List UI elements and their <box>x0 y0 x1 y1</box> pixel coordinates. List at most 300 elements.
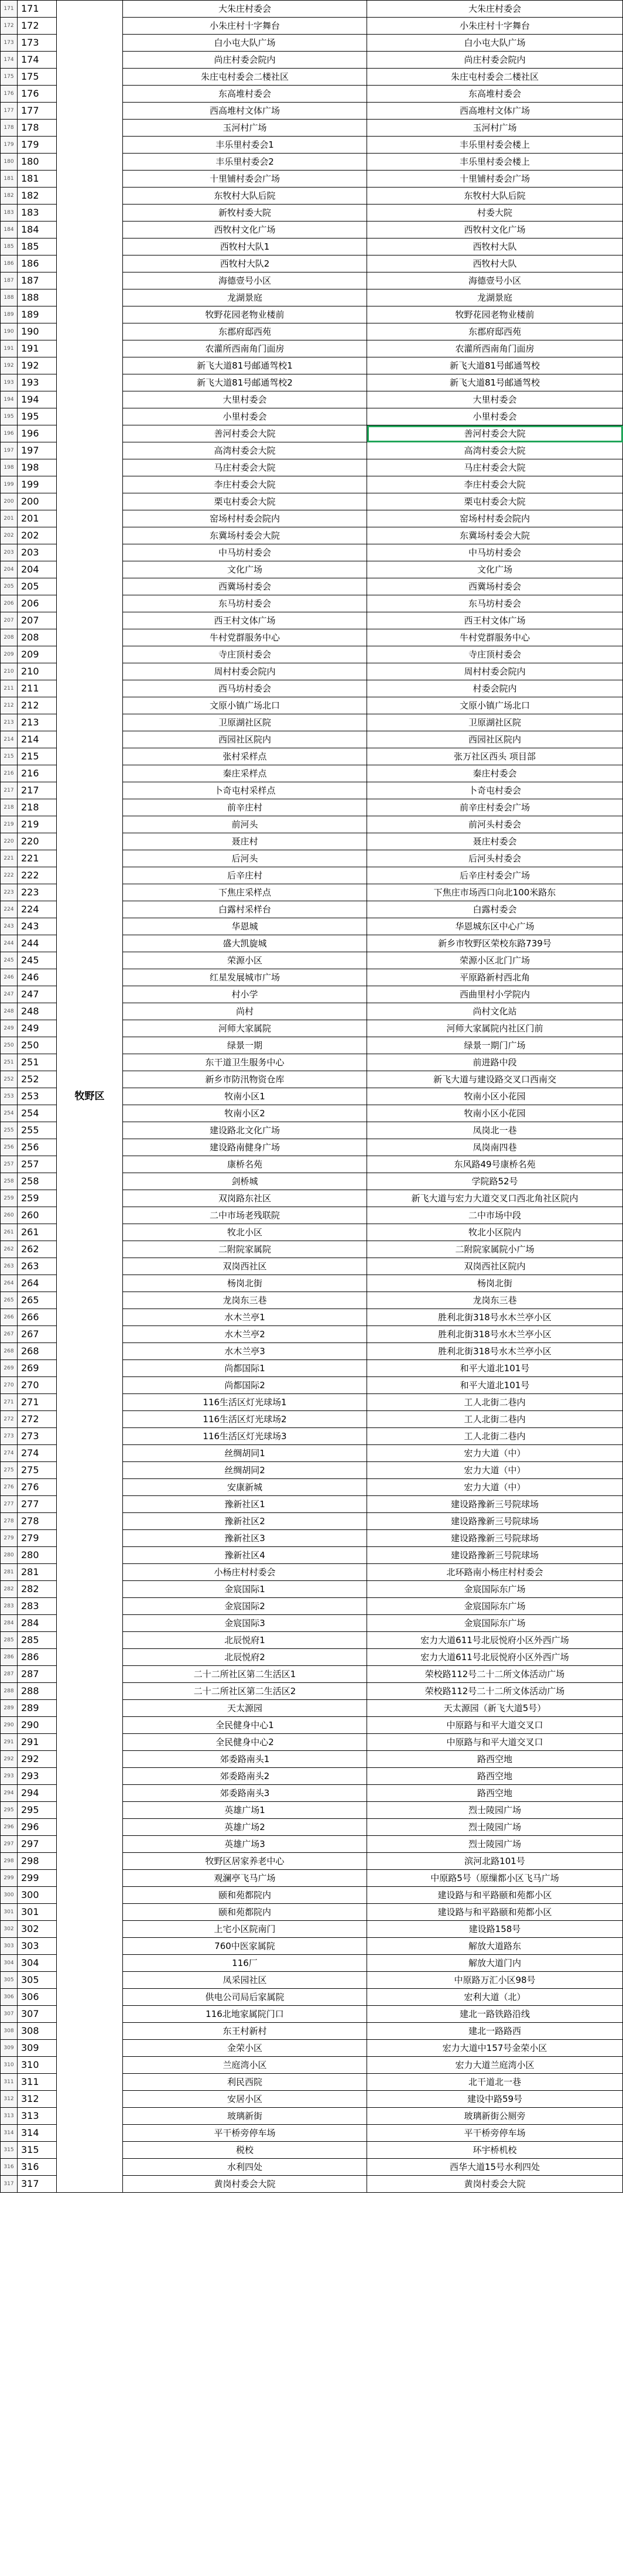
site-name-cell[interactable]: 文化广场 <box>123 561 367 578</box>
address-cell[interactable]: 西园社区院内 <box>367 731 623 748</box>
site-name-cell[interactable]: 北辰悦府1 <box>123 1632 367 1649</box>
row-header[interactable]: 289 <box>1 1700 18 1717</box>
sequence-cell[interactable]: 178 <box>18 120 57 137</box>
sequence-cell[interactable]: 266 <box>18 1309 57 1326</box>
sequence-cell[interactable]: 295 <box>18 1802 57 1819</box>
site-name-cell[interactable]: 中马坊村委会 <box>123 544 367 561</box>
sequence-cell[interactable]: 248 <box>18 1003 57 1020</box>
site-name-cell[interactable]: 水木兰亭1 <box>123 1309 367 1326</box>
row-header[interactable]: 184 <box>1 222 18 238</box>
sequence-cell[interactable]: 177 <box>18 103 57 120</box>
site-name-cell[interactable]: 丝绸胡同1 <box>123 1445 367 1462</box>
site-name-cell[interactable]: 豫新社区1 <box>123 1496 367 1513</box>
site-name-cell[interactable]: 建设路北文化广场 <box>123 1122 367 1139</box>
address-cell[interactable]: 平干桥旁停车场 <box>367 2125 623 2142</box>
address-cell[interactable]: 绿景一期门广场 <box>367 1037 623 1054</box>
site-name-cell[interactable]: 天太源园 <box>123 1700 367 1717</box>
address-cell[interactable]: 文原小镇广场北口 <box>367 697 623 714</box>
site-name-cell[interactable]: 白小屯大队广场 <box>123 35 367 52</box>
sequence-cell[interactable]: 260 <box>18 1207 57 1224</box>
sequence-cell[interactable]: 187 <box>18 272 57 289</box>
row-header[interactable]: 205 <box>1 578 18 595</box>
site-name-cell[interactable]: 丝绸胡同2 <box>123 1462 367 1479</box>
address-cell[interactable]: 建设路豫新三号院球场 <box>367 1530 623 1547</box>
sequence-cell[interactable]: 256 <box>18 1139 57 1156</box>
row-header[interactable]: 310 <box>1 2057 18 2074</box>
site-name-cell[interactable]: 颐和苑都院内 <box>123 1887 367 1904</box>
sequence-cell[interactable]: 273 <box>18 1428 57 1445</box>
row-header[interactable]: 285 <box>1 1632 18 1649</box>
row-header[interactable]: 208 <box>1 629 18 646</box>
site-name-cell[interactable]: 116厂 <box>123 1955 367 1972</box>
site-name-cell[interactable]: 安居小区 <box>123 2091 367 2108</box>
sequence-cell[interactable]: 186 <box>18 255 57 272</box>
site-name-cell[interactable]: 李庄村委会大院 <box>123 476 367 493</box>
address-cell[interactable]: 新飞大道81号邮通驾校 <box>367 374 623 391</box>
sequence-cell[interactable]: 290 <box>18 1717 57 1734</box>
sequence-cell[interactable]: 271 <box>18 1394 57 1411</box>
sequence-cell[interactable]: 244 <box>18 935 57 952</box>
sequence-cell[interactable]: 245 <box>18 952 57 969</box>
site-name-cell[interactable]: 凤采园社区 <box>123 1972 367 1989</box>
site-name-cell[interactable]: 郊委路南头3 <box>123 1785 367 1802</box>
address-cell[interactable]: 杨岗北街 <box>367 1275 623 1292</box>
row-header[interactable]: 267 <box>1 1326 18 1343</box>
site-name-cell[interactable]: 全民健身中心1 <box>123 1717 367 1734</box>
row-header[interactable]: 209 <box>1 646 18 663</box>
site-name-cell[interactable]: 杨岗北街 <box>123 1275 367 1292</box>
address-cell[interactable]: 烈士陵园广场 <box>367 1836 623 1853</box>
site-name-cell[interactable]: 双岗路东社区 <box>123 1190 367 1207</box>
site-name-cell[interactable]: 新飞大道81号邮通驾校2 <box>123 374 367 391</box>
sequence-cell[interactable]: 279 <box>18 1530 57 1547</box>
site-name-cell[interactable]: 西牧村大队2 <box>123 255 367 272</box>
address-cell[interactable]: 工人北街二巷内 <box>367 1428 623 1445</box>
row-header[interactable]: 269 <box>1 1360 18 1377</box>
address-cell[interactable]: 宏力大道兰庭湾小区 <box>367 2057 623 2074</box>
sequence-cell[interactable]: 285 <box>18 1632 57 1649</box>
sequence-cell[interactable]: 291 <box>18 1734 57 1751</box>
row-header[interactable]: 275 <box>1 1462 18 1479</box>
address-cell[interactable]: 秦庄村委会 <box>367 765 623 782</box>
site-name-cell[interactable]: 西王村文体广场 <box>123 612 367 629</box>
address-cell[interactable]: 丰乐里村委会楼上 <box>367 137 623 154</box>
site-name-cell[interactable]: 西高堆村文体广场 <box>123 103 367 120</box>
sequence-cell[interactable]: 173 <box>18 35 57 52</box>
sequence-cell[interactable]: 284 <box>18 1615 57 1632</box>
row-header[interactable]: 249 <box>1 1020 18 1037</box>
row-header[interactable]: 270 <box>1 1377 18 1394</box>
address-cell[interactable]: 中原路5号（原缫都小区飞马广场 <box>367 1870 623 1887</box>
sequence-cell[interactable]: 251 <box>18 1054 57 1071</box>
row-header[interactable]: 172 <box>1 18 18 35</box>
row-header[interactable]: 180 <box>1 154 18 171</box>
address-cell[interactable]: 金宸国际东广场 <box>367 1615 623 1632</box>
sequence-cell[interactable]: 261 <box>18 1224 57 1241</box>
address-cell[interactable]: 东风路49号康桥名苑 <box>367 1156 623 1173</box>
row-header[interactable]: 304 <box>1 1955 18 1972</box>
site-name-cell[interactable]: 秦庄采样点 <box>123 765 367 782</box>
row-header[interactable]: 282 <box>1 1581 18 1598</box>
address-cell[interactable]: 建北一路铁路沿线 <box>367 2006 623 2023</box>
row-header[interactable]: 193 <box>1 374 18 391</box>
sequence-cell[interactable]: 294 <box>18 1785 57 1802</box>
row-header[interactable]: 295 <box>1 1802 18 1819</box>
sequence-cell[interactable]: 219 <box>18 816 57 833</box>
address-cell[interactable]: 二附院家属院小广场 <box>367 1241 623 1258</box>
sequence-cell[interactable]: 172 <box>18 18 57 35</box>
site-name-cell[interactable]: 金宸国际2 <box>123 1598 367 1615</box>
address-cell[interactable]: 凤岗南四巷 <box>367 1139 623 1156</box>
sequence-cell[interactable]: 300 <box>18 1887 57 1904</box>
sequence-cell[interactable]: 292 <box>18 1751 57 1768</box>
site-name-cell[interactable]: 116生活区灯光球场3 <box>123 1428 367 1445</box>
site-name-cell[interactable]: 新飞大道81号邮通驾校1 <box>123 357 367 374</box>
site-name-cell[interactable]: 下焦庄采样点 <box>123 884 367 901</box>
site-name-cell[interactable]: 双岗西社区 <box>123 1258 367 1275</box>
address-cell[interactable]: 河师大家属院内社区门前 <box>367 1020 623 1037</box>
row-header[interactable]: 273 <box>1 1428 18 1445</box>
sequence-cell[interactable]: 192 <box>18 357 57 374</box>
site-name-cell[interactable]: 小朱庄村十字舞台 <box>123 18 367 35</box>
row-header[interactable]: 294 <box>1 1785 18 1802</box>
address-cell[interactable]: 农灌所西南角门面房 <box>367 340 623 357</box>
row-header[interactable]: 181 <box>1 171 18 188</box>
sequence-cell[interactable]: 216 <box>18 765 57 782</box>
row-header[interactable]: 224 <box>1 901 18 918</box>
address-cell[interactable]: 丰乐里村委会楼上 <box>367 154 623 171</box>
sequence-cell[interactable]: 276 <box>18 1479 57 1496</box>
row-header[interactable]: 301 <box>1 1904 18 1921</box>
address-cell[interactable]: 牧南小区小花园 <box>367 1088 623 1105</box>
row-header[interactable]: 207 <box>1 612 18 629</box>
row-header[interactable]: 255 <box>1 1122 18 1139</box>
sequence-cell[interactable]: 315 <box>18 2142 57 2159</box>
selected-address-cell[interactable]: 善河村委会大院 <box>367 425 623 442</box>
sequence-cell[interactable]: 197 <box>18 442 57 459</box>
sequence-cell[interactable]: 243 <box>18 918 57 935</box>
address-cell[interactable]: 金宸国际东广场 <box>367 1581 623 1598</box>
sequence-cell[interactable]: 191 <box>18 340 57 357</box>
site-name-cell[interactable]: 丰乐里村委会2 <box>123 154 367 171</box>
site-name-cell[interactable]: 聂庄村 <box>123 833 367 850</box>
address-cell[interactable]: 建北一路路西 <box>367 2023 623 2040</box>
row-header[interactable]: 309 <box>1 2040 18 2057</box>
address-cell[interactable]: 白露村委会 <box>367 901 623 918</box>
site-name-cell[interactable]: 116生活区灯光球场1 <box>123 1394 367 1411</box>
row-header[interactable]: 192 <box>1 357 18 374</box>
sequence-cell[interactable]: 196 <box>18 425 57 442</box>
site-name-cell[interactable]: 豫新社区4 <box>123 1547 367 1564</box>
sequence-cell[interactable]: 202 <box>18 527 57 544</box>
address-cell[interactable]: 黄岗村委会大院 <box>367 2176 623 2193</box>
site-name-cell[interactable]: 水木兰亭3 <box>123 1343 367 1360</box>
address-cell[interactable]: 村委大院 <box>367 205 623 222</box>
site-name-cell[interactable]: 牧野区居家养老中心 <box>123 1853 367 1870</box>
row-header[interactable]: 245 <box>1 952 18 969</box>
sequence-cell[interactable]: 174 <box>18 52 57 69</box>
site-name-cell[interactable]: 卫原湖社区院 <box>123 714 367 731</box>
address-cell[interactable]: 建设路158号 <box>367 1921 623 1938</box>
address-cell[interactable]: 龙岗东三巷 <box>367 1292 623 1309</box>
address-cell[interactable]: 西王村文体广场 <box>367 612 623 629</box>
sequence-cell[interactable]: 312 <box>18 2091 57 2108</box>
sequence-cell[interactable]: 305 <box>18 1972 57 1989</box>
site-name-cell[interactable]: 尚都国际1 <box>123 1360 367 1377</box>
row-header[interactable]: 286 <box>1 1649 18 1666</box>
row-header[interactable]: 262 <box>1 1241 18 1258</box>
site-name-cell[interactable]: 英雄广场2 <box>123 1819 367 1836</box>
row-header[interactable]: 283 <box>1 1598 18 1615</box>
site-name-cell[interactable]: 小杨庄村村委会 <box>123 1564 367 1581</box>
sequence-cell[interactable]: 253 <box>18 1088 57 1105</box>
row-header[interactable]: 291 <box>1 1734 18 1751</box>
sequence-cell[interactable]: 183 <box>18 205 57 222</box>
row-header[interactable]: 195 <box>1 408 18 425</box>
site-name-cell[interactable]: 兰庭湾小区 <box>123 2057 367 2074</box>
row-header[interactable]: 179 <box>1 137 18 154</box>
address-cell[interactable]: 宏力大道中157号金荣小区 <box>367 2040 623 2057</box>
site-name-cell[interactable]: 小里村委会 <box>123 408 367 425</box>
row-header[interactable]: 196 <box>1 425 18 442</box>
site-name-cell[interactable]: 东干道卫生服务中心 <box>123 1054 367 1071</box>
site-name-cell[interactable]: 水利四处 <box>123 2159 367 2176</box>
site-name-cell[interactable]: 周村村委会院内 <box>123 663 367 680</box>
row-header[interactable]: 194 <box>1 391 18 408</box>
sequence-cell[interactable]: 217 <box>18 782 57 799</box>
site-name-cell[interactable]: 牛村党群服务中心 <box>123 629 367 646</box>
row-header[interactable]: 281 <box>1 1564 18 1581</box>
sequence-cell[interactable]: 222 <box>18 867 57 884</box>
sequence-cell[interactable]: 203 <box>18 544 57 561</box>
address-cell[interactable]: 小朱庄村十字舞台 <box>367 18 623 35</box>
row-header[interactable]: 260 <box>1 1207 18 1224</box>
sequence-cell[interactable]: 214 <box>18 731 57 748</box>
sequence-cell[interactable]: 298 <box>18 1853 57 1870</box>
row-header[interactable]: 250 <box>1 1037 18 1054</box>
site-name-cell[interactable]: 村小学 <box>123 986 367 1003</box>
row-header[interactable]: 185 <box>1 238 18 255</box>
address-cell[interactable]: 宏力大道（中） <box>367 1462 623 1479</box>
sequence-cell[interactable]: 193 <box>18 374 57 391</box>
address-cell[interactable]: 周村村委会院内 <box>367 663 623 680</box>
site-name-cell[interactable]: 全民健身中心2 <box>123 1734 367 1751</box>
row-header[interactable]: 266 <box>1 1309 18 1326</box>
address-cell[interactable]: 东冀场村委会大院 <box>367 527 623 544</box>
row-header[interactable]: 214 <box>1 731 18 748</box>
address-cell[interactable]: 滨河北路101号 <box>367 1853 623 1870</box>
row-header[interactable]: 314 <box>1 2125 18 2142</box>
address-cell[interactable]: 烈士陵园广场 <box>367 1819 623 1836</box>
address-cell[interactable]: 东马坊村委会 <box>367 595 623 612</box>
row-header[interactable]: 274 <box>1 1445 18 1462</box>
address-cell[interactable]: 海德壹号小区 <box>367 272 623 289</box>
row-header[interactable]: 315 <box>1 2142 18 2159</box>
address-cell[interactable]: 荣源小区北门广场 <box>367 952 623 969</box>
row-header[interactable]: 213 <box>1 714 18 731</box>
address-cell[interactable]: 聂庄村委会 <box>367 833 623 850</box>
sequence-cell[interactable]: 181 <box>18 171 57 188</box>
address-cell[interactable]: 建设中路59号 <box>367 2091 623 2108</box>
address-cell[interactable]: 宏力大道（中） <box>367 1479 623 1496</box>
sequence-cell[interactable]: 210 <box>18 663 57 680</box>
site-name-cell[interactable]: 前河头 <box>123 816 367 833</box>
site-name-cell[interactable]: 红星发展城市广场 <box>123 969 367 986</box>
site-name-cell[interactable]: 十里铺村委会广场 <box>123 171 367 188</box>
row-header[interactable]: 305 <box>1 1972 18 1989</box>
address-cell[interactable]: 西冀场村委会 <box>367 578 623 595</box>
address-cell[interactable]: 华恩城东区中心广场 <box>367 918 623 935</box>
site-name-cell[interactable]: 西马坊村委会 <box>123 680 367 697</box>
row-header[interactable]: 199 <box>1 476 18 493</box>
row-header[interactable]: 173 <box>1 35 18 52</box>
row-header[interactable]: 316 <box>1 2159 18 2176</box>
address-cell[interactable]: 卜奇屯村委会 <box>367 782 623 799</box>
site-name-cell[interactable]: 高湾村委会大院 <box>123 442 367 459</box>
address-cell[interactable]: 村委会院内 <box>367 680 623 697</box>
sequence-cell[interactable]: 296 <box>18 1819 57 1836</box>
sequence-cell[interactable]: 179 <box>18 137 57 154</box>
address-cell[interactable]: 栗屯村委会大院 <box>367 493 623 510</box>
address-cell[interactable]: 工人北街二巷内 <box>367 1394 623 1411</box>
sequence-cell[interactable]: 195 <box>18 408 57 425</box>
sequence-cell[interactable]: 211 <box>18 680 57 697</box>
sequence-cell[interactable]: 270 <box>18 1377 57 1394</box>
row-header[interactable]: 223 <box>1 884 18 901</box>
address-cell[interactable]: 中马坊村委会 <box>367 544 623 561</box>
row-header[interactable]: 261 <box>1 1224 18 1241</box>
sequence-cell[interactable]: 311 <box>18 2074 57 2091</box>
sequence-cell[interactable]: 207 <box>18 612 57 629</box>
sequence-cell[interactable]: 313 <box>18 2108 57 2125</box>
address-cell[interactable]: 大朱庄村委会 <box>367 1 623 18</box>
row-header[interactable]: 302 <box>1 1921 18 1938</box>
sequence-cell[interactable]: 180 <box>18 154 57 171</box>
address-cell[interactable]: 西牧村大队 <box>367 255 623 272</box>
sequence-cell[interactable]: 220 <box>18 833 57 850</box>
row-header[interactable]: 257 <box>1 1156 18 1173</box>
row-header[interactable]: 311 <box>1 2074 18 2091</box>
row-header[interactable]: 211 <box>1 680 18 697</box>
site-name-cell[interactable]: 黄岗村委会大院 <box>123 2176 367 2193</box>
address-cell[interactable]: 李庄村委会大院 <box>367 476 623 493</box>
sequence-cell[interactable]: 286 <box>18 1649 57 1666</box>
row-header[interactable]: 186 <box>1 255 18 272</box>
address-cell[interactable]: 宏力大道（中） <box>367 1445 623 1462</box>
address-cell[interactable]: 东高堆村委会 <box>367 86 623 103</box>
sequence-cell[interactable]: 293 <box>18 1768 57 1785</box>
address-cell[interactable]: 后河头村委会 <box>367 850 623 867</box>
site-name-cell[interactable]: 栗屯村委会大院 <box>123 493 367 510</box>
sequence-cell[interactable]: 212 <box>18 697 57 714</box>
row-header[interactable]: 191 <box>1 340 18 357</box>
sequence-cell[interactable]: 262 <box>18 1241 57 1258</box>
site-name-cell[interactable]: 东郡府邸西苑 <box>123 323 367 340</box>
sequence-cell[interactable]: 204 <box>18 561 57 578</box>
site-name-cell[interactable]: 东王村新村 <box>123 2023 367 2040</box>
site-name-cell[interactable]: 二附院家属院 <box>123 1241 367 1258</box>
site-name-cell[interactable]: 牧南小区1 <box>123 1088 367 1105</box>
row-header[interactable]: 212 <box>1 697 18 714</box>
address-cell[interactable]: 大里村委会 <box>367 391 623 408</box>
site-name-cell[interactable]: 二十二所社区第二生活区2 <box>123 1683 367 1700</box>
row-header[interactable]: 177 <box>1 103 18 120</box>
site-name-cell[interactable]: 新乡市防汛物资仓库 <box>123 1071 367 1088</box>
sequence-cell[interactable]: 185 <box>18 238 57 255</box>
sequence-cell[interactable]: 184 <box>18 222 57 238</box>
address-cell[interactable]: 新乡市牧野区荣校东路739号 <box>367 935 623 952</box>
sequence-cell[interactable]: 249 <box>18 1020 57 1037</box>
sequence-cell[interactable]: 206 <box>18 595 57 612</box>
site-name-cell[interactable]: 文原小镇广场北口 <box>123 697 367 714</box>
address-cell[interactable]: 新飞大道与宏力大道交叉口西北角社区院内 <box>367 1190 623 1207</box>
sequence-cell[interactable]: 259 <box>18 1190 57 1207</box>
site-name-cell[interactable]: 安康新城 <box>123 1479 367 1496</box>
site-name-cell[interactable]: 丰乐里村委会1 <box>123 137 367 154</box>
address-cell[interactable]: 北干道北一巷 <box>367 2074 623 2091</box>
site-name-cell[interactable]: 金荣小区 <box>123 2040 367 2057</box>
row-header[interactable]: 188 <box>1 289 18 306</box>
address-cell[interactable]: 寺庄顶村委会 <box>367 646 623 663</box>
site-name-cell[interactable]: 上宅小区院南门 <box>123 1921 367 1938</box>
row-header[interactable]: 251 <box>1 1054 18 1071</box>
row-header[interactable]: 272 <box>1 1411 18 1428</box>
address-cell[interactable]: 平原路新村西北角 <box>367 969 623 986</box>
sequence-cell[interactable]: 268 <box>18 1343 57 1360</box>
site-name-cell[interactable]: 马庄村委会大院 <box>123 459 367 476</box>
row-header[interactable]: 198 <box>1 459 18 476</box>
sequence-cell[interactable]: 199 <box>18 476 57 493</box>
address-cell[interactable]: 西曲里村小学院内 <box>367 986 623 1003</box>
site-name-cell[interactable]: 二十二所社区第二生活区1 <box>123 1666 367 1683</box>
site-name-cell[interactable]: 建设路南健身广场 <box>123 1139 367 1156</box>
row-header[interactable]: 252 <box>1 1071 18 1088</box>
sequence-cell[interactable]: 278 <box>18 1513 57 1530</box>
site-name-cell[interactable]: 税校 <box>123 2142 367 2159</box>
address-cell[interactable]: 新飞大道81号邮通驾校 <box>367 357 623 374</box>
sequence-cell[interactable]: 221 <box>18 850 57 867</box>
sequence-cell[interactable]: 277 <box>18 1496 57 1513</box>
row-header[interactable]: 271 <box>1 1394 18 1411</box>
site-name-cell[interactable]: 尚都国际2 <box>123 1377 367 1394</box>
sequence-cell[interactable]: 189 <box>18 306 57 323</box>
sequence-cell[interactable]: 281 <box>18 1564 57 1581</box>
address-cell[interactable]: 牧野花园老物业楼前 <box>367 306 623 323</box>
address-cell[interactable]: 解放大道门内 <box>367 1955 623 1972</box>
site-name-cell[interactable]: 大里村委会 <box>123 391 367 408</box>
site-name-cell[interactable]: 寺庄顶村委会 <box>123 646 367 663</box>
site-name-cell[interactable]: 116生活区灯光球场2 <box>123 1411 367 1428</box>
row-header[interactable]: 204 <box>1 561 18 578</box>
site-name-cell[interactable]: 西牧村文化广场 <box>123 222 367 238</box>
row-header[interactable]: 317 <box>1 2176 18 2193</box>
site-name-cell[interactable]: 金宸国际1 <box>123 1581 367 1598</box>
site-name-cell[interactable]: 供电公司局后家属院 <box>123 1989 367 2006</box>
row-header[interactable]: 243 <box>1 918 18 935</box>
address-cell[interactable]: 双岗西社区院内 <box>367 1258 623 1275</box>
row-header[interactable]: 189 <box>1 306 18 323</box>
address-cell[interactable]: 西高堆村文体广场 <box>367 103 623 120</box>
sequence-cell[interactable]: 209 <box>18 646 57 663</box>
address-cell[interactable]: 小里村委会 <box>367 408 623 425</box>
site-name-cell[interactable]: 利民西院 <box>123 2074 367 2091</box>
site-name-cell[interactable]: 颐和苑都院内 <box>123 1904 367 1921</box>
row-header[interactable]: 175 <box>1 69 18 86</box>
row-header[interactable]: 174 <box>1 52 18 69</box>
address-cell[interactable]: 环宇桥机校 <box>367 2142 623 2159</box>
address-cell[interactable]: 胜利北街318号水木兰亭小区 <box>367 1309 623 1326</box>
address-cell[interactable]: 尚村文化站 <box>367 1003 623 1020</box>
